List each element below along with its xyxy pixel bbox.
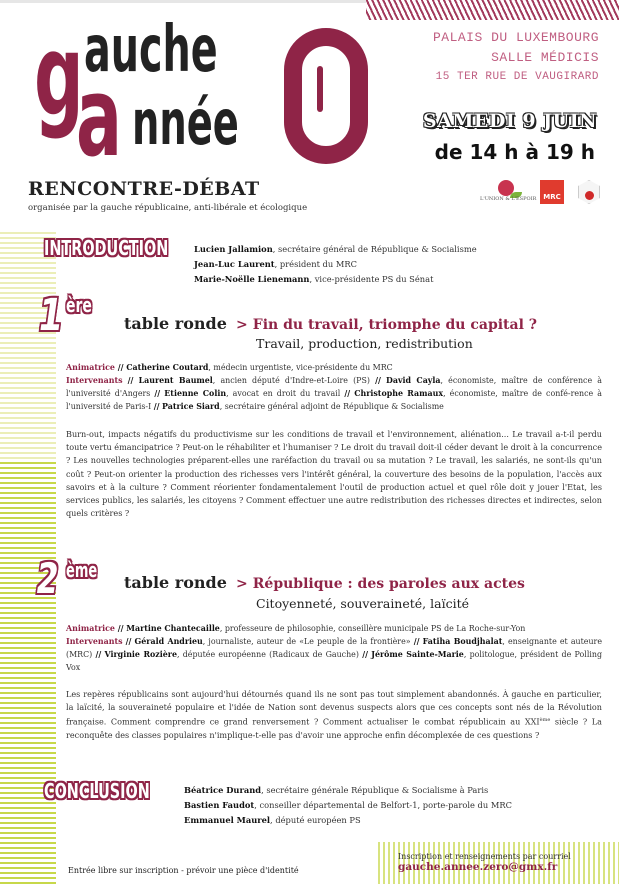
logo-word-nnee: nnée (132, 86, 239, 159)
republique-socialisme-logo-icon (578, 180, 600, 204)
left-stripe-decoration-pale (0, 232, 56, 462)
speaker-name: Christophe Ramaux (354, 389, 444, 398)
speaker-role: , ancien député d'Indre-et-Loire (PS) (212, 376, 370, 385)
animator-label: Animatrice (66, 624, 115, 633)
animator-name: Catherine Coutard (126, 363, 209, 372)
partner-logos (480, 178, 600, 206)
speaker-role: , politologue, président de Polling Vox (66, 650, 602, 672)
speaker-name: Patrice Siard (162, 402, 220, 411)
arrow-icon: > (235, 576, 248, 592)
speaker-item (184, 798, 512, 813)
speaker-name: Virginie Rozière (104, 650, 177, 659)
round1-heading (124, 314, 537, 333)
speaker-role: , députée européenne (Radicaux de Gauche) (176, 650, 359, 659)
speaker-role: , journaliste, auteur de «Le peuple de la frontière» (202, 637, 411, 646)
introduction-heading: INTRODUCTION (44, 236, 169, 260)
speaker-name: Lucien Jallamion (194, 244, 273, 254)
page-title: RENCONTRE-DÉBAT (28, 178, 260, 200)
speaker-name: Gérald Andrieu (134, 637, 203, 646)
contact-label: Inscription et renseignements par courriel (398, 852, 571, 861)
speaker-role: , enseignante et auteure (MRC) (66, 637, 602, 659)
animator-name: Martine Chantecaille (126, 624, 220, 633)
venue-name: PALAIS DU LUXEMBOURG (432, 30, 599, 45)
venue-room: SALLE MÉDICIS (491, 50, 599, 65)
round2-animator (66, 622, 602, 635)
round2-label: table ronde (124, 573, 227, 592)
speaker-name: David Cayla (385, 376, 441, 385)
left-stripe-decoration-green (0, 462, 56, 884)
speaker-name: Jean-Luc Laurent (194, 259, 275, 269)
event-date: SAMEDI 9 JUIN (422, 110, 597, 132)
logo-zero (284, 28, 368, 164)
animator-role: , professeure de philosophie, conseillère municipale PS de La Roche-sur-Yon (219, 624, 526, 633)
speakers-label: Intervenants (66, 637, 123, 646)
speaker-role: , vice-présidente PS du Sénat (309, 274, 434, 284)
logo-initial-a: a (76, 53, 123, 181)
rose-logo-icon (480, 180, 537, 204)
round2-topic: République : des paroles aux actes (252, 576, 525, 592)
rose-logo-label: L'UNION & L'ESPOIR (480, 196, 537, 202)
venue-block (433, 28, 599, 86)
round1-description: Burn-out, impacts négatifs du productivisme sur les conditions de travail et l'environnement, aliénation... Le travail a-t-il perdu toute vertu émancipatrice ? Peut-on le réhabiliter et l'humaniser ? Le droit du travail doit-il céder devant le droit à la concurrence ? Les nouvelles technologies préparent-elles une raréfaction du travail ou sa mutation ? Le travail, les salariés, ne sont-ils qu'un coût ? Peut-on orienter la production des richesses vers l'intérêt général, la couverture des besoins de la population, l'accès aux savoirs et à la culture ? Comment réorienter fondamentalement l'outil de production actuel et quel rôle doit y jouer l'Etat, les services publics, les salariés, les citoyens ? Comment effectuer une autre redistribution des richesses directes et indirectes, selon quels critères ? (66, 429, 602, 519)
round2-description (66, 688, 602, 743)
speaker-role: , secrétaire général de République & Socialisme (272, 244, 477, 254)
round2-ordinal-suffix: ème (66, 558, 98, 582)
contact-block (398, 852, 571, 873)
mrc-logo-icon (540, 180, 564, 204)
speaker-name: Bastien Faudot (184, 800, 255, 810)
venue-address: 15 TER RUE DE VAUGIRARD (435, 71, 599, 83)
round1-ordinal: 1 (34, 290, 67, 341)
speaker-item (184, 813, 512, 828)
speaker-item (194, 272, 477, 287)
top-stripe-decoration (366, 0, 619, 20)
round2-description-part2: siècle ? La reconquête des classes populaires n'implique-t-elle pas d'avoir une approche enfin décomplexée de ces questions ? (66, 717, 602, 741)
speaker-name: Jérôme Sainte-Marie (371, 650, 464, 659)
event-hours: de 14 h à 19 h (434, 140, 595, 164)
round2-subtitle: Citoyenneté, souveraineté, laïcité (256, 596, 469, 611)
round1-animator (66, 361, 602, 374)
speaker-role: , secrétaire générale République & Socialisme à Paris (261, 785, 489, 795)
round2-ordinal: 2 (33, 554, 62, 603)
speaker-name: Etienne Colin (164, 389, 227, 398)
arrow-icon: > (235, 317, 248, 333)
round1-panel (66, 361, 602, 413)
speaker-name: Emmanuel Maurel (184, 815, 271, 825)
speaker-name: Béatrice Durand (184, 785, 262, 795)
separator: // (114, 363, 127, 372)
introduction-speakers (194, 242, 477, 287)
contact-email-link[interactable]: gauche.annee.zero@gmx.fr (398, 861, 558, 873)
top-rule (0, 0, 366, 3)
logo-initial-g: g (34, 11, 83, 141)
round1-ordinal-suffix: ère (66, 293, 92, 317)
round2-panel (66, 622, 602, 674)
speaker-item (194, 257, 477, 272)
speaker-name: Marie-Noëlle Lienemann (194, 274, 310, 284)
round1-topic: Fin du travail, triomphe du capital ? (252, 317, 537, 333)
speakers-label: Intervenants (66, 376, 123, 385)
page-subtitle: organisée par la gauche républicaine, anti-libérale et écologique (28, 203, 308, 213)
speaker-role: , avocat en droit du travail (226, 389, 341, 398)
conclusion-speakers (184, 783, 512, 828)
round1-label: table ronde (124, 314, 227, 333)
speaker-item (184, 783, 512, 798)
round1-subtitle: Travail, production, redistribution (256, 336, 473, 351)
entry-note: Entrée libre sur inscription - prévoir une pièce d'identité (68, 866, 299, 875)
round1-speakers: Intervenants // Laurent Baumel, ancien député d'Indre-et-Loire (PS) // David Cayla, économiste, maître de conférence à l'université d'Angers // Etienne Colin, avocat en droit du travail // Christophe Ramaux, économiste, maître de confé-rence à l'université de Paris-I // Patrice Siard, secrétaire général adjoint de République & Socialisme (66, 376, 602, 411)
speaker-role: , conseiller départemental de Belfort-1, porte-parole du MRC (254, 800, 512, 810)
gauche-annee-zero-logo (28, 11, 358, 181)
separator: // (114, 624, 127, 633)
round2-heading (124, 573, 525, 592)
round2-description-part1: Les repères républicains sont aujourd'hui détournés quand ils ne sont pas tout simplement abandonnés. À gauche en particulier, la laïcité, la souveraineté populaire et l'idée de Nation sont devenus suspects alors que ces concepts sont nés de la Révolution française. Comment comprendre ce grand renversement ? Comment actualiser le combat républicain au XXI (66, 689, 602, 728)
logo-word-auche: auche (84, 13, 218, 87)
animator-role: , médecin urgentiste, vice-présidente du MRC (208, 363, 393, 372)
speaker-name: Fatiha Boudjhalat (422, 637, 503, 646)
round2-speakers: Intervenants // Gérald Andrieu, journaliste, auteur de «Le peuple de la frontière» // Fatiha Boudjhalat, enseignante et auteure (MRC) // Virginie Rozière, députée européenne (Radicaux de Gauche) // Jérôme Sainte-Marie, politologue, président de Polling Vox (66, 637, 602, 672)
mrc-logo-label: MRC (543, 193, 561, 201)
speaker-role: , président du MRC (274, 259, 357, 269)
speaker-name: Laurent Baumel (138, 376, 213, 385)
speaker-role: , économiste, maître de conférence à l'université d'Angers (66, 376, 602, 398)
animator-label: Animatrice (66, 363, 115, 372)
conclusion-heading: CONCLUSION (44, 779, 150, 803)
speaker-item (194, 242, 477, 257)
speaker-role: , secrétaire général adjoint de République & Socialisme (219, 402, 444, 411)
speaker-role: , économiste, maître de confé-rence à l'université de Paris-I (66, 389, 602, 411)
century-suffix: ème (539, 717, 551, 724)
speaker-role: , député européen PS (270, 815, 361, 825)
